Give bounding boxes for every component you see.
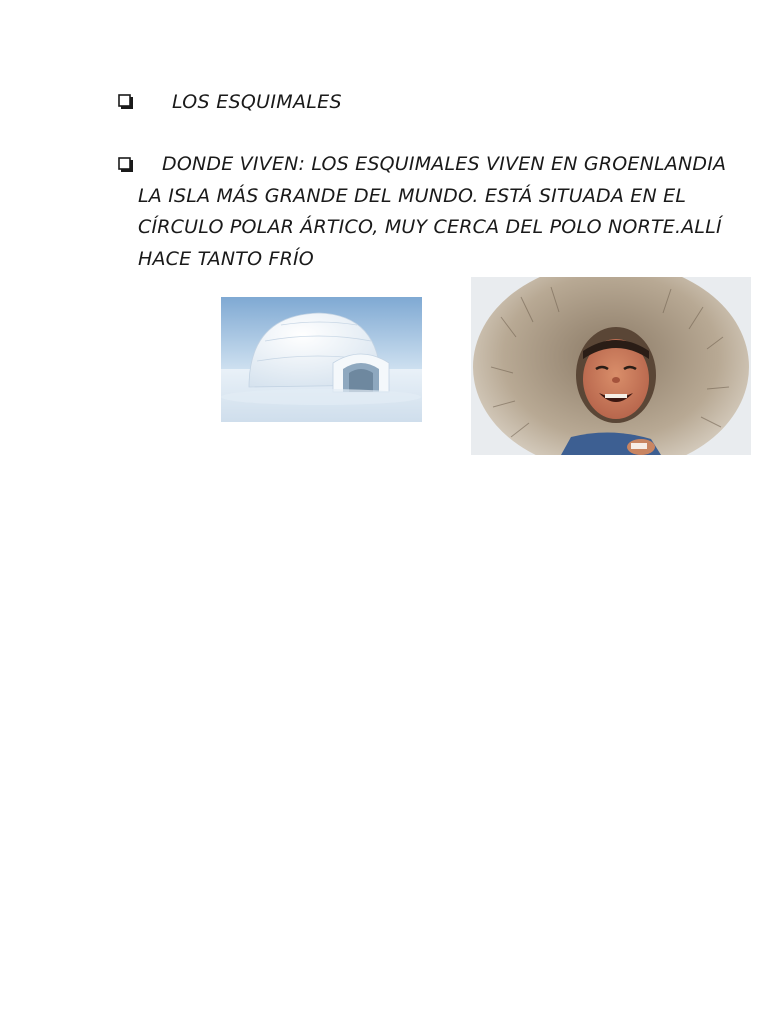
paragraph-line: HACE TANTO FRÍO — [138, 247, 314, 270]
paragraph-line: DONDE VIVEN: LOS ESQUIMALES VIVEN EN GROENLANDIA — [162, 153, 727, 175]
paragraph-line: CÍRCULO POLAR ÁRTICO, MUY CERCA DEL POLO NORTE.ALLÍ — [138, 216, 722, 238]
checkbox-bullet-icon — [118, 157, 132, 171]
igloo-photo — [221, 297, 422, 422]
document-title: LOS ESQUIMALES — [172, 91, 342, 113]
paragraph-line: LA ISLA MÁS GRANDE DEL MUNDO. ESTÁ SITUADA EN EL — [138, 184, 687, 207]
body-paragraph — [138, 149, 727, 275]
checkbox-bullet-icon — [118, 94, 132, 108]
child-in-fur-hood-photo — [471, 277, 751, 455]
